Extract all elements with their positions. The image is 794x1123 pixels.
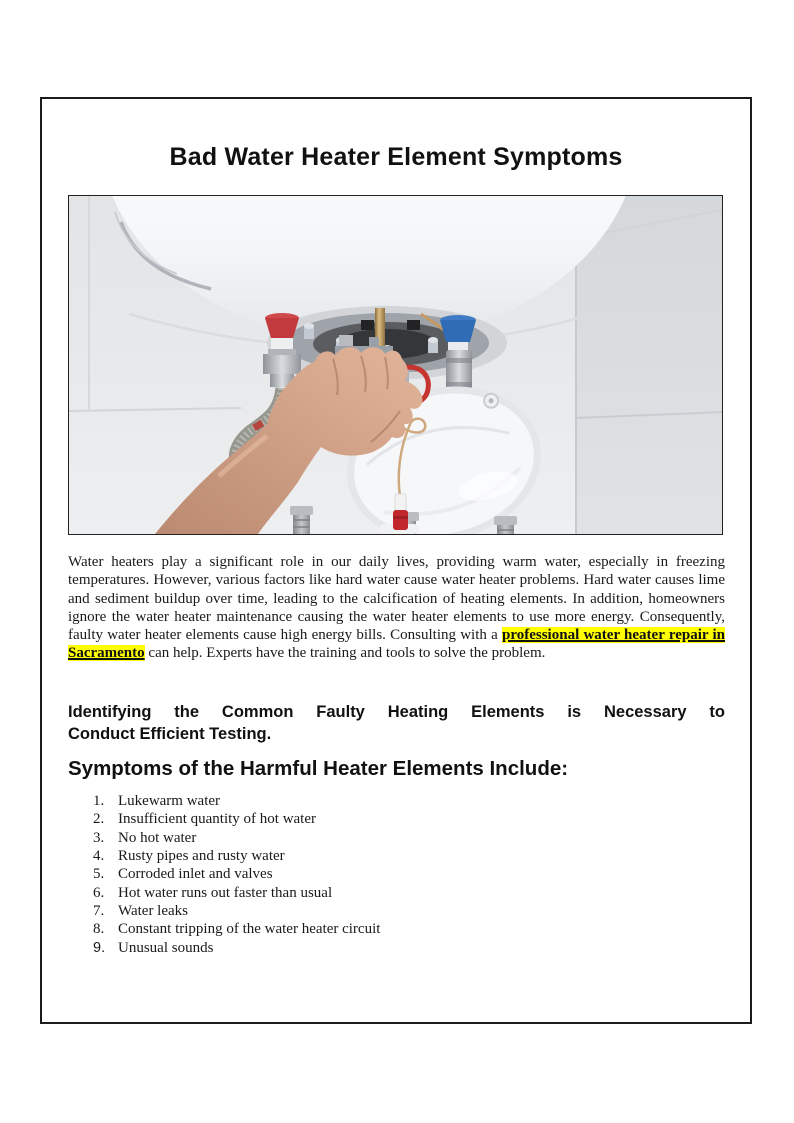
symptoms-list — [93, 792, 693, 957]
list-item-number: 2. — [93, 811, 105, 828]
intro-paragraph — [68, 553, 725, 663]
list-item — [93, 847, 693, 865]
sacramento-repair-link[interactable]: professional water heater repair in Sacramento — [68, 627, 725, 662]
list-item-text: Rusty pipes and rusty water — [118, 848, 285, 865]
list-item — [93, 939, 693, 957]
list-item-text: Hot water runs out faster than usual — [118, 884, 333, 901]
list-item — [93, 920, 693, 938]
list-item — [93, 902, 693, 920]
list-item-text: Constant tripping of the water heater circuit — [118, 921, 381, 938]
list-item-number: 3. — [93, 829, 105, 846]
water-heater-photo — [68, 195, 723, 535]
water-heater-photo-illustration — [69, 196, 722, 534]
list-item-number: 6. — [93, 884, 105, 901]
list-item — [93, 829, 693, 847]
list-item-text: No hot water — [118, 829, 197, 846]
list-item — [93, 792, 693, 810]
list-item — [93, 884, 693, 902]
list-item-text: Corroded inlet and valves — [118, 866, 273, 883]
list-item — [93, 865, 693, 883]
subheading-line2: Conduct Efficient Testing. — [68, 724, 272, 743]
subheading — [68, 702, 725, 745]
paragraph-text-before-link: Water heaters play a significant role in our daily lives, providing warm water, especially in freezing temperatures. However, various factors like hard water cause water heater problems. Hard water causes lime and sediment buildup over time, leading to the calcification of heating elements. In addition, homeowners ignore the water heater maintenance causing the water heater elements to use more energy. Consequently, faulty water heater elements cause high energy bills. Consulting with a — [68, 554, 725, 644]
list-item-number: 9. — [93, 939, 106, 956]
symptoms-list-heading: Symptoms of the Harmful Heater Elements Include: — [68, 757, 569, 780]
list-item-number: 5. — [93, 866, 105, 883]
list-item-number: 8. — [93, 921, 105, 938]
list-item-text: Lukewarm water — [118, 793, 221, 809]
list-item-number: 7. — [93, 903, 105, 920]
list-item — [93, 810, 693, 828]
subheading-line1: Identifying the Common Faulty Heating Elements is Necessary to — [68, 703, 725, 721]
list-item-text: Water leaks — [118, 903, 189, 920]
list-item-text: Insufficient quantity of hot water — [118, 811, 317, 828]
page-title: Bad Water Heater Element Symptoms — [169, 143, 623, 171]
list-item-number: 1. — [93, 793, 105, 809]
list-item-text: Unusual sounds — [118, 939, 214, 956]
paragraph-text-after-link: can help. Experts have the training and tools to solve the problem. — [144, 645, 546, 662]
list-item-number: 4. — [93, 848, 105, 865]
